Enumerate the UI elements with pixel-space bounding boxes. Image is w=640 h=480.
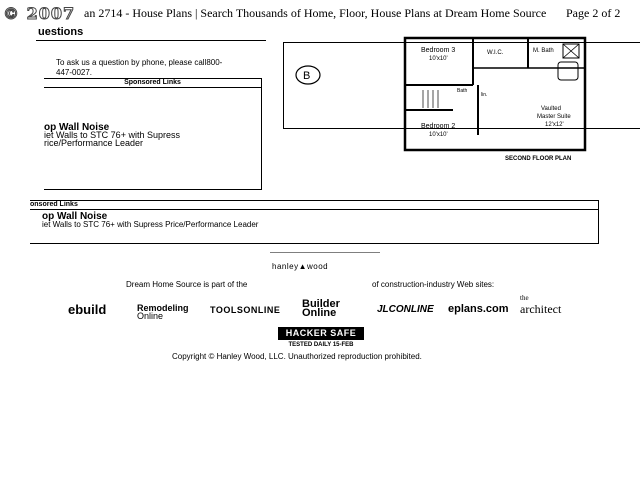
network-text-left: Dream Home Source is part of the — [126, 280, 248, 289]
floorplan-drawing — [283, 30, 639, 170]
footer-divider — [270, 252, 380, 253]
room-linen: lin. — [481, 92, 488, 98]
room-bedroom-3-size: 10'x10' — [429, 56, 448, 62]
toolsonline-logo[interactable]: TOOLSONLINE — [210, 305, 281, 315]
room-vaulted: Vaulted — [541, 106, 561, 112]
eplans-logo[interactable]: eplans.com — [448, 303, 509, 315]
architect-logo-prefix: the — [520, 294, 529, 302]
circled-mark: B — [303, 70, 311, 82]
ebuild-logo[interactable]: ebuild — [68, 302, 107, 317]
room-master-suite-size: 12'x12' — [545, 122, 564, 128]
remodeling-logo[interactable] — [137, 304, 189, 320]
network-text-right: of construction-industry Web sites: — [372, 280, 495, 289]
questions-heading: uestions — [38, 26, 84, 38]
floorplan-caption: SECOND FLOOR PLAN — [505, 156, 572, 162]
plan-stairs — [423, 90, 438, 108]
room-bedroom-3: Bedroom 3 — [421, 47, 456, 54]
room-bath: Bath — [457, 88, 468, 94]
copyright-text: Copyright © Hanley Wood, LLC. Unauthorized reproduction prohibited. — [172, 352, 422, 361]
ad-title-link[interactable]: op Wall Noise — [44, 122, 110, 133]
builder-online-logo[interactable] — [302, 300, 340, 318]
remodeling-logo-sub: Online — [137, 311, 164, 321]
architect-logo[interactable] — [520, 294, 562, 318]
date-watermark: © 2007 — [3, 4, 76, 23]
page-title: an 2714 - House Plans | Search Thousands of Home, Floor, House Plans at Dream Home Source — [84, 6, 547, 20]
hacker-safe-badge[interactable]: HACKER SAFE — [278, 327, 364, 340]
ad-description-line-2: rice/Performance Leader — [44, 138, 144, 148]
sponsored-links-heading: Sponsored Links — [44, 78, 261, 88]
remodeling-logo-text: Remodeling — [137, 303, 189, 313]
page-header — [0, 0, 640, 22]
wide-ad-description: iet Walls to STC 76+ with Supress Price/Performance Leader — [42, 220, 259, 229]
jlconline-logo[interactable]: JLCONLINE — [377, 304, 434, 315]
builder-logo-sub: Online — [302, 307, 337, 319]
ask-question-text — [56, 58, 266, 78]
room-master-suite: Master Suite — [537, 114, 571, 120]
questions-divider — [36, 40, 266, 41]
room-master-bath: M. Bath — [533, 48, 554, 54]
wide-ad-title-link[interactable]: op Wall Noise — [42, 211, 108, 222]
room-bedroom-2-size: 10'x10' — [429, 132, 448, 138]
hacker-safe-subtext: TESTED DAILY 15-FEB — [288, 342, 354, 348]
room-wic: W.I.C. — [487, 50, 504, 56]
builder-logo-text: Builder — [302, 298, 340, 310]
sponsored-links-wide-heading: onsored Links — [30, 200, 598, 210]
room-bedroom-2: Bedroom 2 — [421, 123, 456, 130]
ask-line-2: 447-0027. — [56, 68, 93, 77]
page-number: Page 2 of 2 — [566, 6, 621, 20]
ad-description-line-1: iet Walls to STC 76+ with Supress — [44, 130, 180, 140]
plan-tub — [558, 62, 578, 80]
architect-logo-text: architect — [520, 302, 562, 316]
hanley-wood-logo[interactable]: hanley▲wood — [272, 262, 329, 271]
ask-line-1: To ask us a question by phone, please call800- — [56, 58, 223, 67]
